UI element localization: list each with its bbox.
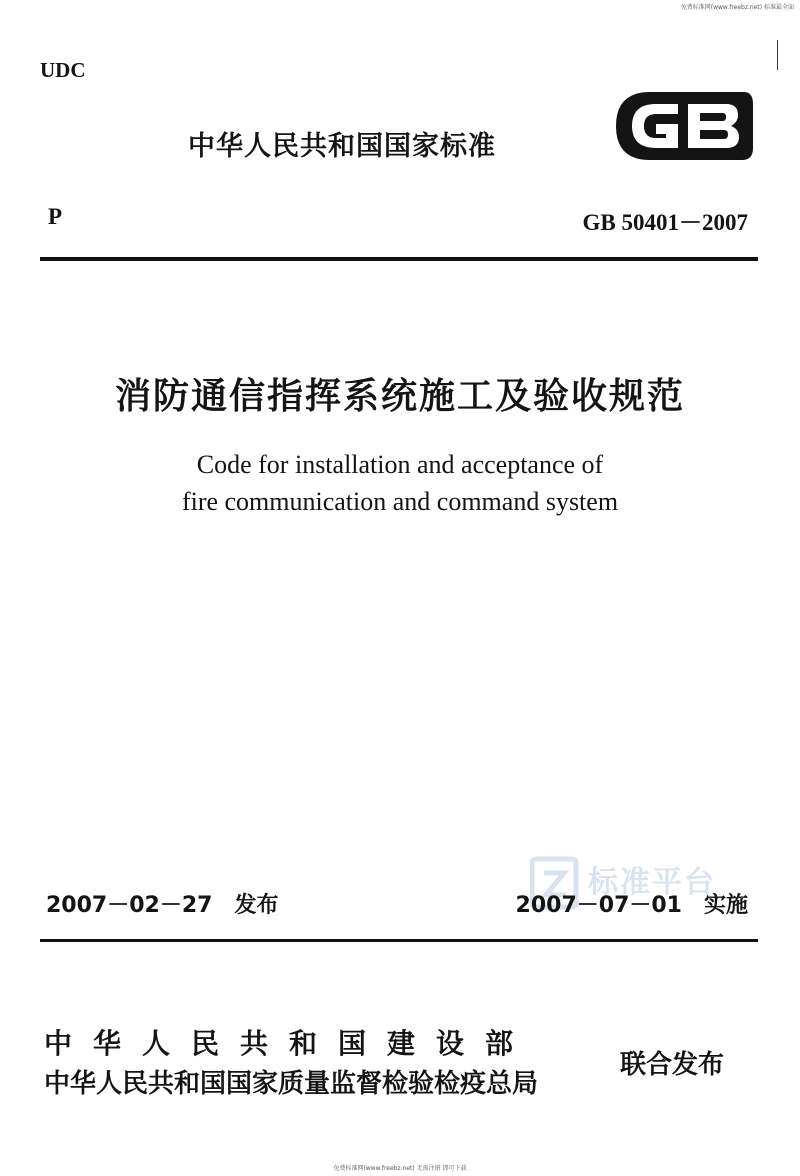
footer-note: 免费标准网(www.freebz.net) 无需注册 即可下载 xyxy=(333,1165,467,1172)
header-note: 免费标准网(www.freebz.net) 标准最全面 xyxy=(680,4,794,11)
gb-logo xyxy=(612,88,754,164)
publisher-aqsiq: 中华人民共和国国家质量监督检验检疫总局 xyxy=(44,1069,539,1099)
chinese-title: 消防通信指挥系统施工及验收规范 xyxy=(114,376,685,417)
joint-release: 联合发布 xyxy=(620,1050,725,1080)
bottom-divider xyxy=(40,939,758,942)
udc-label: UDC xyxy=(40,58,86,82)
edge-mark xyxy=(777,40,778,70)
top-divider xyxy=(40,257,758,261)
english-title-line1: Code for installation and acceptance of xyxy=(196,450,604,479)
classification-code: P xyxy=(48,204,63,229)
watermark-text: 标准平台 xyxy=(588,865,716,900)
publisher-ministry: 中华人民共和国建设部 xyxy=(44,1027,535,1060)
national-standard-title: 中华人民共和国国家标准 xyxy=(188,131,496,162)
issue-date: 2007－02－27 发布 xyxy=(46,893,279,918)
implementation-date: 2007－07－01 实施 xyxy=(515,893,748,918)
standard-number: GB 50401－2007 xyxy=(582,210,748,235)
english-title-line2: fire communication and command system xyxy=(181,487,619,516)
